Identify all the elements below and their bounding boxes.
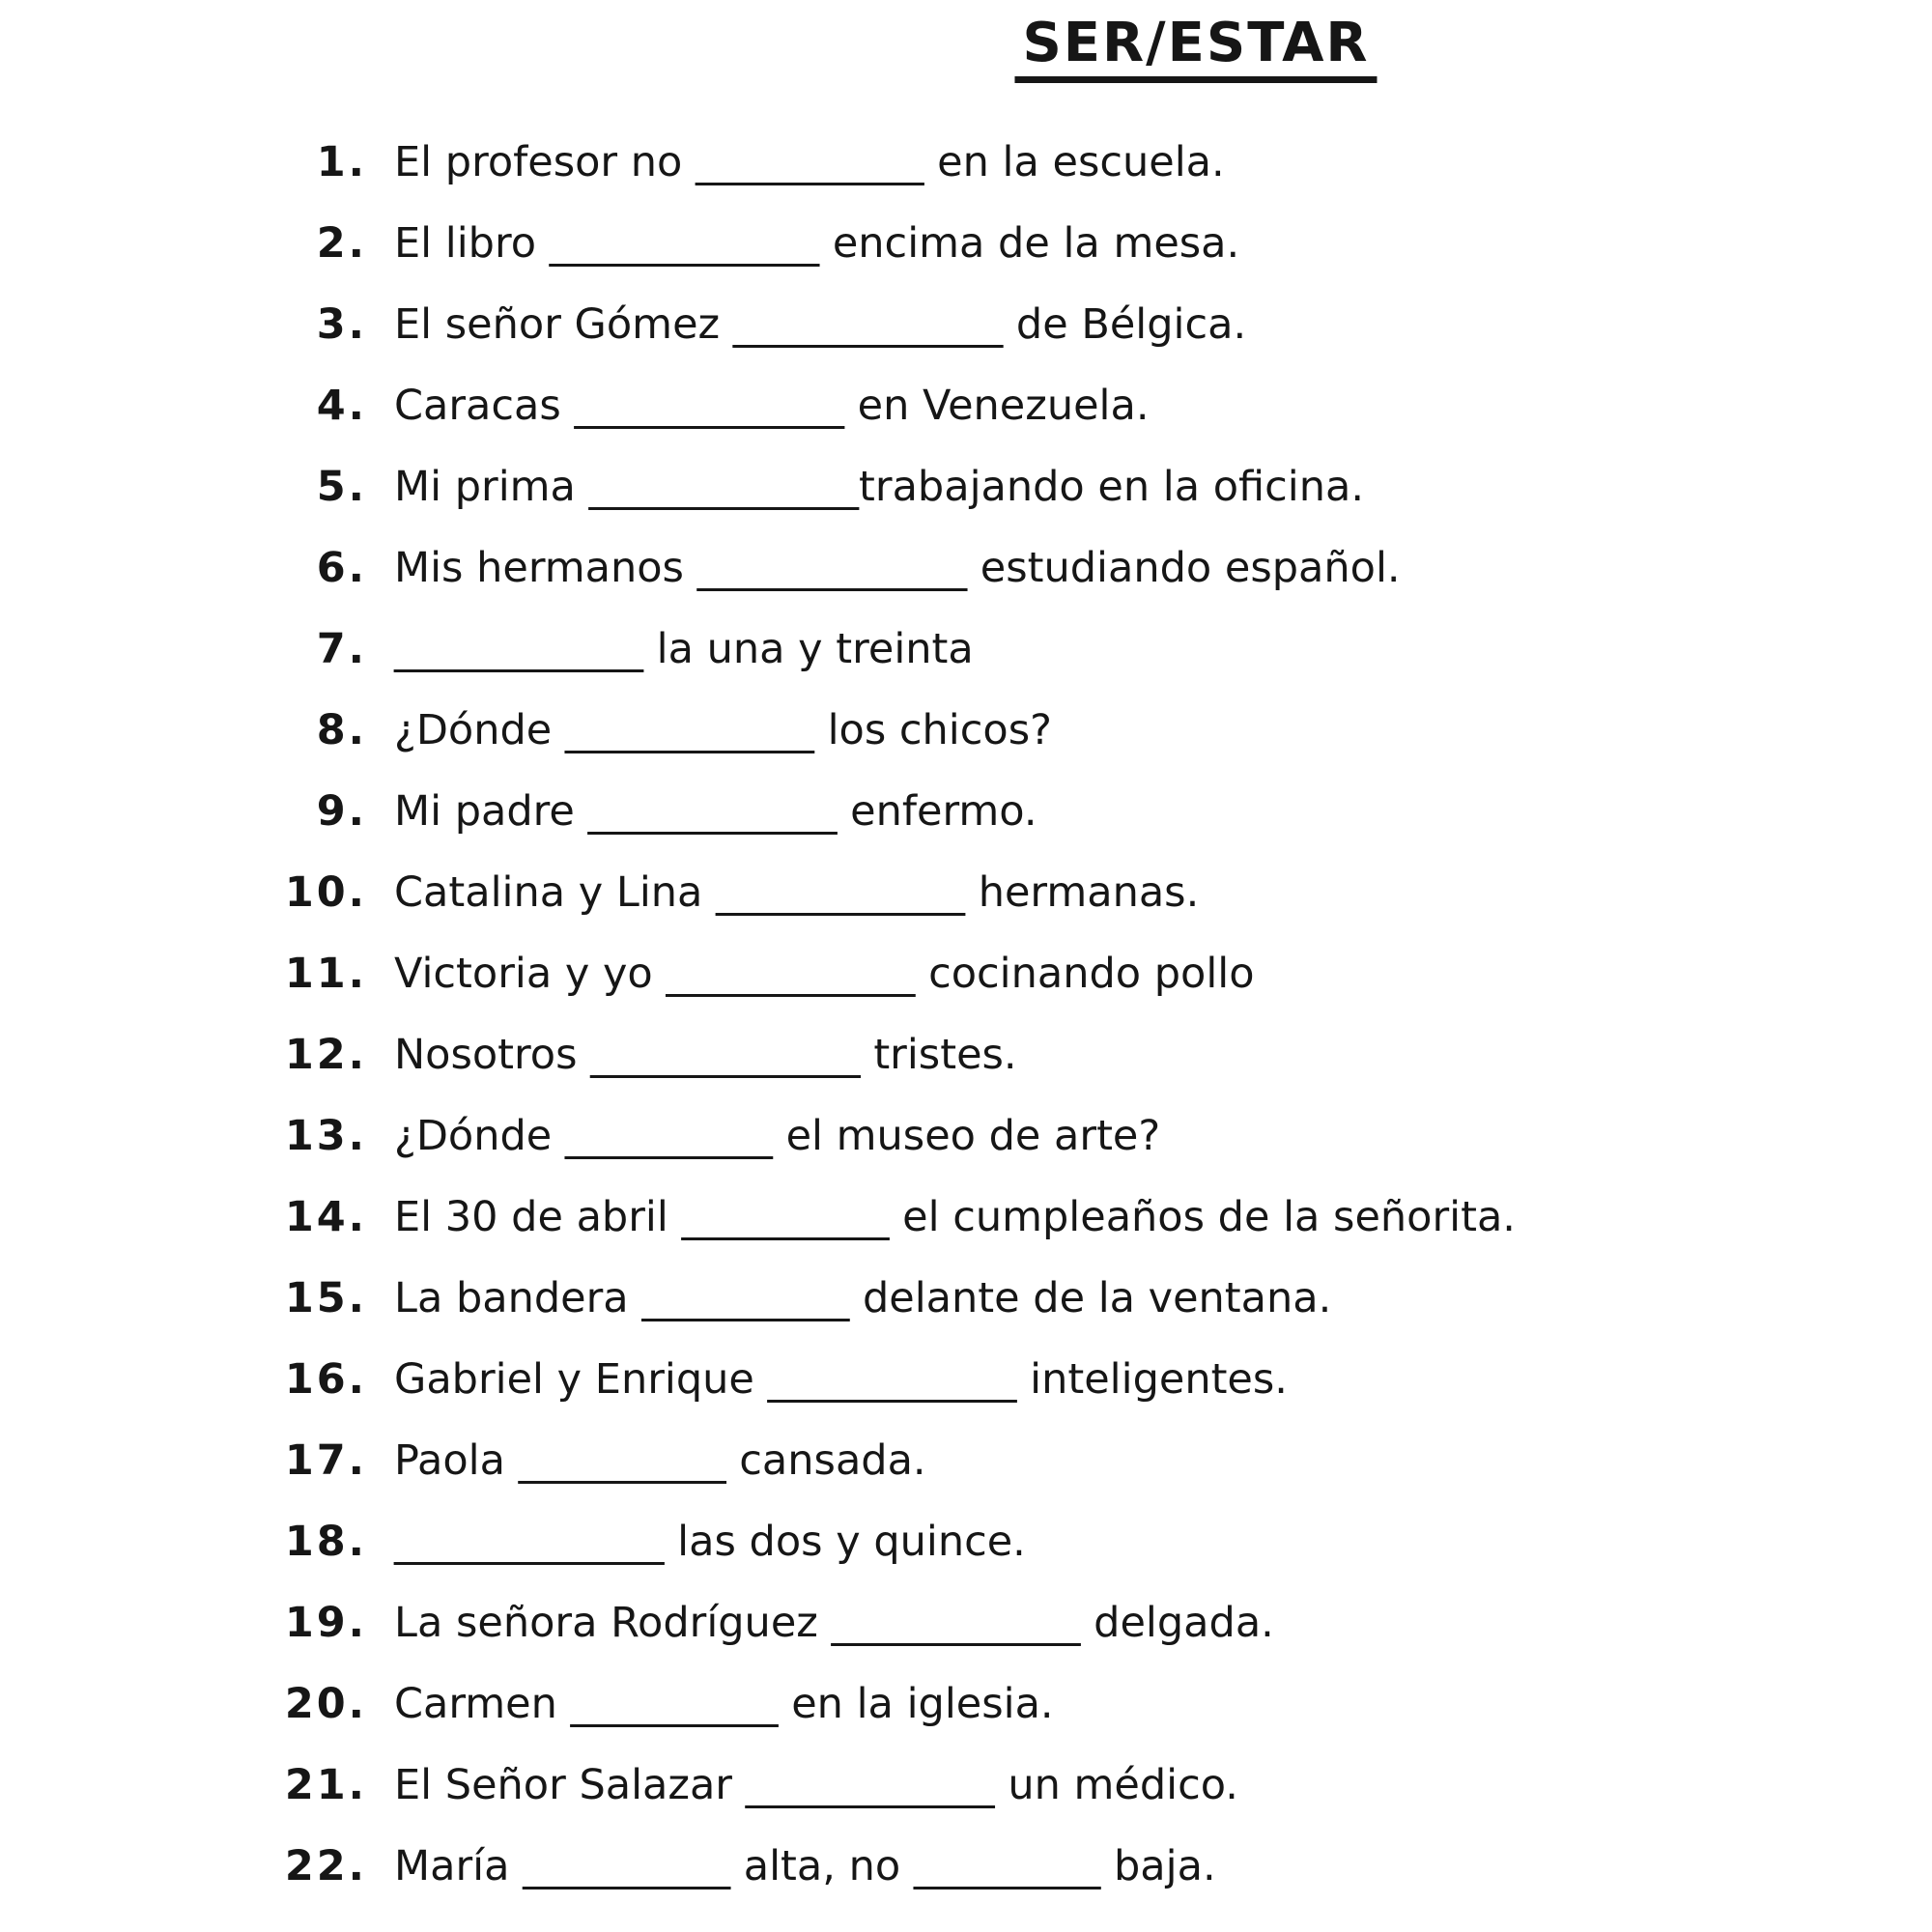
item-text: ¿Dónde __________ el museo de arte? — [394, 1112, 1161, 1160]
item-text: El libro _____________ encima de la mesa. — [394, 219, 1240, 268]
item-text: El señor Gómez _____________ de Bélgica. — [394, 300, 1247, 349]
exercise-list — [0, 122, 1516, 1907]
item-text: Mis hermanos _____________ estudiando español. — [394, 544, 1401, 592]
item-number: 20. — [284, 1680, 367, 1728]
item-text: Paola __________ cansada. — [394, 1436, 926, 1485]
exercise-item — [0, 1745, 1516, 1826]
exercise-item — [0, 771, 1516, 852]
exercise-item — [0, 933, 1516, 1014]
exercise-item — [0, 1258, 1516, 1339]
exercise-item — [0, 1420, 1516, 1501]
item-number: 2. — [316, 219, 367, 268]
item-number: 1. — [316, 138, 367, 186]
item-text: Victoria y yo ____________ cocinando pollo — [394, 950, 1255, 998]
item-text: Gabriel y Enrique ____________ inteligentes. — [394, 1355, 1288, 1404]
exercise-item — [0, 122, 1516, 203]
item-text: Mi padre ____________ enfermo. — [394, 787, 1037, 836]
exercise-item — [0, 1501, 1516, 1582]
exercise-item — [0, 527, 1516, 609]
exercise-item — [0, 1339, 1516, 1420]
item-text: La bandera __________ delante de la ventana. — [394, 1274, 1332, 1322]
item-text: Mi prima _____________trabajando en la oficina. — [394, 463, 1364, 511]
item-number: 13. — [284, 1112, 367, 1160]
item-number: 18. — [284, 1518, 367, 1566]
exercise-item — [0, 1014, 1516, 1095]
item-number: 15. — [284, 1274, 367, 1322]
item-number: 12. — [284, 1031, 367, 1079]
item-text: Carmen __________ en la iglesia. — [394, 1680, 1054, 1728]
item-number: 9. — [316, 787, 367, 836]
item-number: 16. — [284, 1355, 367, 1404]
item-number: 11. — [284, 950, 367, 998]
item-number: 22. — [284, 1842, 367, 1890]
exercise-item — [0, 852, 1516, 933]
exercise-item — [0, 203, 1516, 284]
item-text: ¿Dónde ____________ los chicos? — [394, 706, 1052, 754]
item-text: Caracas _____________ en Venezuela. — [394, 382, 1150, 430]
exercise-item — [0, 1582, 1516, 1663]
exercise-item — [0, 1663, 1516, 1745]
item-number: 3. — [316, 300, 367, 349]
item-text: El 30 de abril __________ el cumpleaños de la señorita. — [394, 1193, 1516, 1241]
worksheet-title: SER/ESTAR — [1014, 12, 1377, 83]
item-text: El profesor no ___________ en la escuela. — [394, 138, 1225, 186]
item-text: ____________ la una y treinta — [394, 625, 974, 673]
item-text: La señora Rodríguez ____________ delgada. — [394, 1599, 1274, 1647]
item-number: 7. — [316, 625, 367, 673]
item-number: 5. — [316, 463, 367, 511]
item-number: 19. — [284, 1599, 367, 1647]
item-number: 4. — [316, 382, 367, 430]
item-text: Nosotros _____________ tristes. — [394, 1031, 1017, 1079]
exercise-item — [0, 446, 1516, 527]
item-text: María __________ alta, no _________ baja. — [394, 1842, 1216, 1890]
item-number: 8. — [316, 706, 367, 754]
item-number: 10. — [284, 868, 367, 917]
item-number: 14. — [284, 1193, 367, 1241]
item-number: 6. — [316, 544, 367, 592]
exercise-item — [0, 609, 1516, 690]
item-text: Catalina y Lina ____________ hermanas. — [394, 868, 1200, 917]
exercise-item — [0, 1177, 1516, 1258]
exercise-item — [0, 365, 1516, 446]
item-number: 17. — [284, 1436, 367, 1485]
exercise-item — [0, 284, 1516, 365]
item-number: 21. — [284, 1761, 367, 1809]
item-text: _____________ las dos y quince. — [394, 1518, 1026, 1566]
exercise-item — [0, 1826, 1516, 1907]
exercise-item — [0, 690, 1516, 771]
item-text: El Señor Salazar ____________ un médico. — [394, 1761, 1238, 1809]
exercise-item — [0, 1095, 1516, 1177]
